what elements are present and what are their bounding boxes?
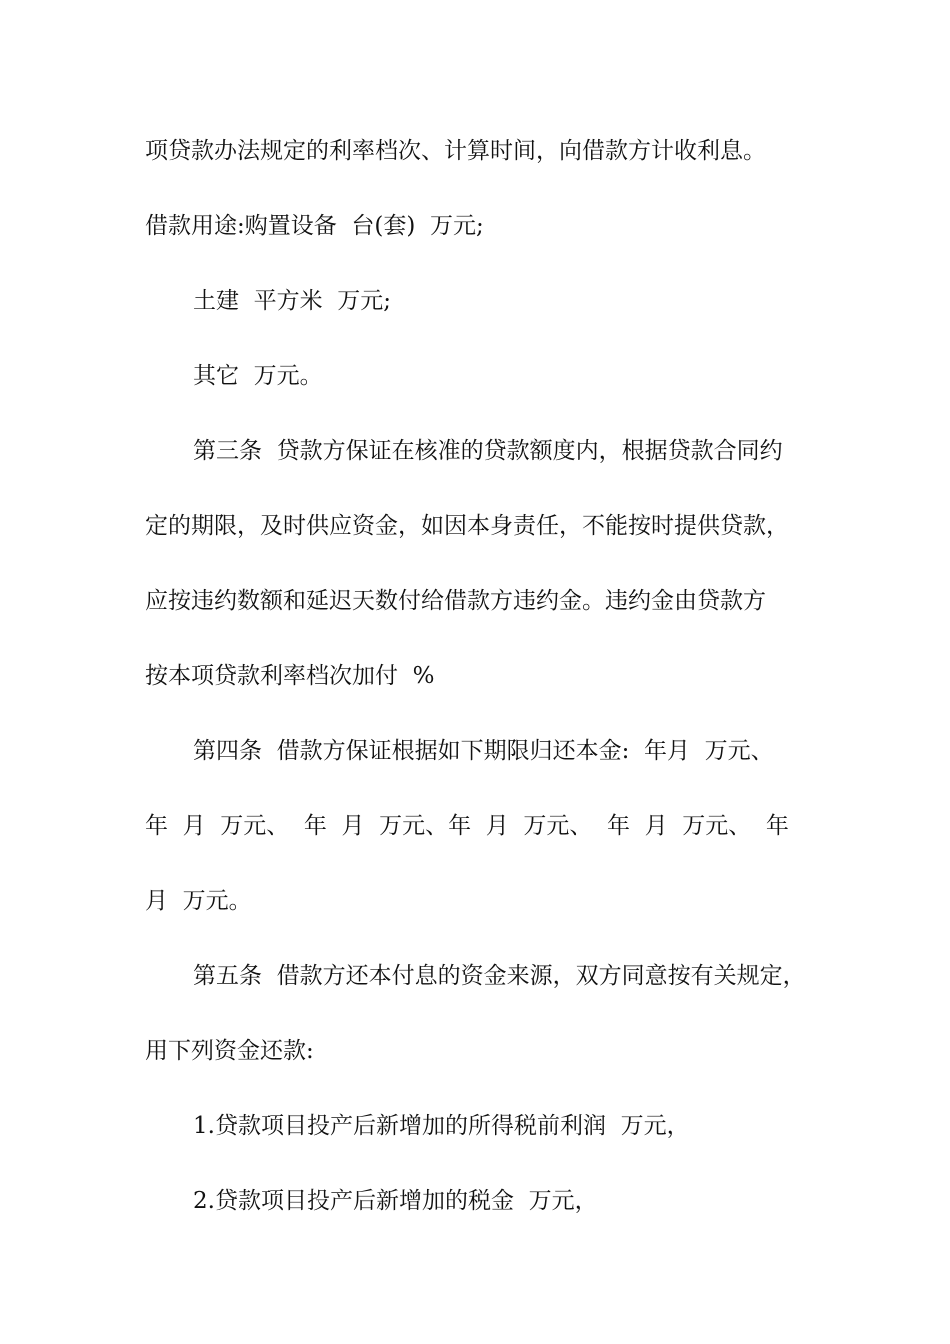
- article-3-line-1: 第三条 贷款方保证在核准的贷款额度内，根据贷款合同约: [193, 438, 783, 464]
- repayment-source-item-1: 1.贷款项目投产后新增加的所得税前利润 万元，: [193, 1113, 690, 1139]
- article-5-line-1: 第五条 借款方还本付息的资金来源，双方同意按有关规定，: [193, 963, 806, 989]
- article-4-line-2: 年 月 万元、 年 月 万元、年 月 万元、 年 月 万元、 年: [145, 813, 789, 839]
- article-4-line-3: 月 万元。: [145, 888, 252, 914]
- paragraph-line-other: 其它 万元。: [193, 363, 323, 389]
- article-3-line-3: 应按违约数额和延迟天数付给借款方违约金。违约金由贷款方: [145, 588, 766, 614]
- repayment-source-item-2: 2.贷款项目投产后新增加的税金 万元，: [193, 1188, 598, 1214]
- article-3-line-4: 按本项贷款利率档次加付 %: [145, 663, 435, 689]
- article-5-line-2: 用下列资金还款:: [145, 1038, 314, 1064]
- paragraph-line-construction: 土建 平方米 万元;: [193, 288, 391, 314]
- article-3-line-2: 定的期限，及时供应资金，如因本身责任，不能按时提供贷款，: [145, 513, 789, 539]
- paragraph-line-loan-purpose: 借款用途:购置设备 台(套) 万元;: [145, 213, 484, 239]
- article-4-line-1: 第四条 借款方保证根据如下期限归还本金: 年月 万元、: [193, 738, 774, 764]
- paragraph-line-interest: 项贷款办法规定的利率档次、计算时间，向借款方计收利息。: [145, 138, 766, 164]
